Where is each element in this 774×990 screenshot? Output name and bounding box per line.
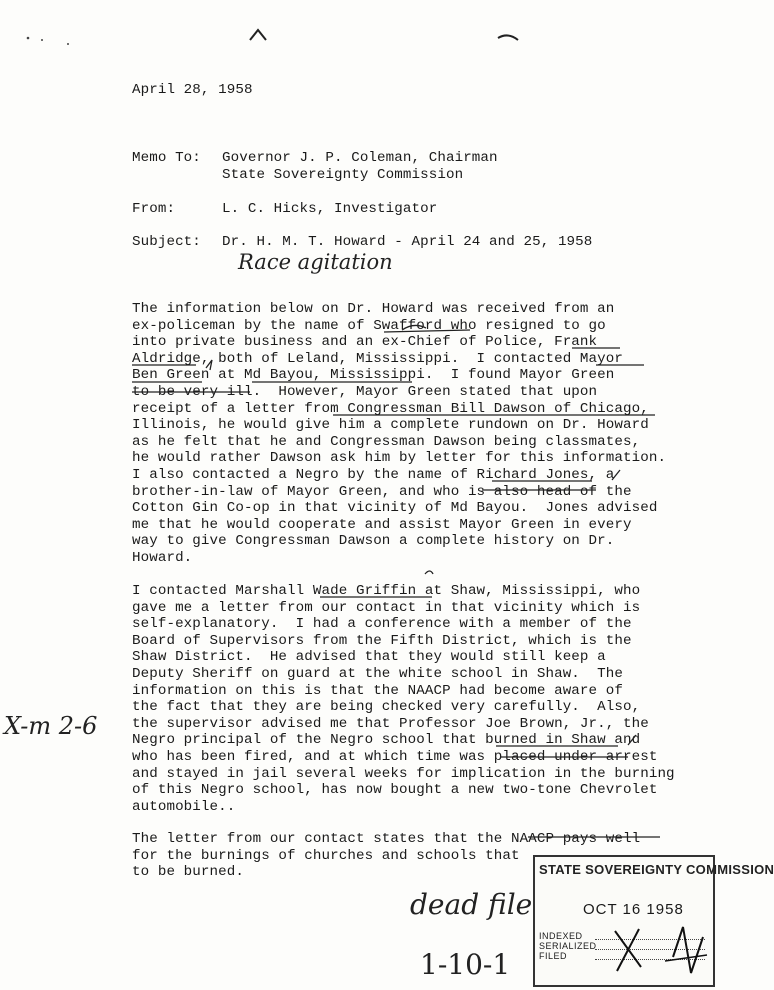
handwritten-margin-note: X-m 2-6 bbox=[4, 712, 98, 740]
paragraph-1: The information below on Dr. Howard was received from an ex-policeman by the name of Swafford who resigned to go into private business and an ex-Chief of Police, Frank Aldridge, both of Leland, Mississippi. I contacted Mayor Ben Green at Md Bayou, Mississippi. I found Mayor Green to be very ill. However, Mayor Green stated that upon receipt of a letter from Congressman Bill Dawson of Chicago, Illinois, he would give him a complete rundown on Dr. Howard as he felt that he and Congressman Dawson being classmates, he would rather Dawson ask him by letter for this information. I also contacted a Negro by the name of Richard Jones, a brother-in-law of Mayor Green, and who is also head of the Cotton Gin Co-op in that vicinity of Md Bayou. Jones advised me that he would cooperate and assist Mayor Green in every way to give Congressman Dawson a complete history on Dr. Howard. bbox=[132, 301, 667, 566]
stamp-date: OCT 16 1958 bbox=[583, 901, 684, 918]
memo-date: April 28, 1958 bbox=[132, 82, 253, 98]
memo-from-label: From: bbox=[132, 201, 176, 217]
memo-from-value: L. C. Hicks, Investigator bbox=[222, 201, 438, 217]
memo-to-label: Memo To: bbox=[132, 150, 201, 166]
commission-stamp bbox=[533, 855, 774, 987]
handwritten-dead-file: dead file bbox=[410, 888, 533, 921]
memo-subject-label: Subject: bbox=[132, 234, 201, 250]
handwritten-file-number: 1-10-1 bbox=[420, 948, 511, 981]
stamp-indexed: INDEXED bbox=[539, 931, 583, 941]
memo-to-line2: State Sovereignty Commission bbox=[222, 167, 464, 183]
memo-subject-value: Dr. H. M. T. Howard - April 24 and 25, 1958 bbox=[222, 234, 593, 250]
stamp-filed: FILED bbox=[539, 951, 568, 961]
paragraph-2: I contacted Marshall Wade Griffin at Shaw, Mississippi, who gave me a letter from our contact in that vicinity which is self-explanatory. I had a conference with a member of the Board of Supervisors from the Fifth District, which is the Shaw District. He advised that they would still keep a Deputy Sheriff on guard at the white school in Shaw. The information on this is that the NAACP had become aware of the fact that they are being checked very carefully. Also, the supervisor advised me that Professor Joe Brown, Jr., the Negro principal of the Negro school that burned in Shaw and who has been fired, and at which time was placed under arrest and stayed in jail several weeks for implication in the burning of this Negro school, has now bought a new two-tone Chevrolet automobile.. bbox=[132, 583, 675, 815]
paragraph-3: The letter from our contact states that the NAACP pays well for the burnings of churches and schools that to be burned. bbox=[132, 831, 641, 881]
handwritten-subject-note: Race agitation bbox=[238, 250, 393, 274]
stamp-title: STATE SOVEREIGNTY COMMISSION bbox=[539, 862, 774, 877]
stamp-serialized: SERIALIZED bbox=[539, 941, 597, 951]
memo-to-line1: Governor J. P. Coleman, Chairman bbox=[222, 150, 498, 166]
stamp-initials bbox=[595, 917, 711, 983]
